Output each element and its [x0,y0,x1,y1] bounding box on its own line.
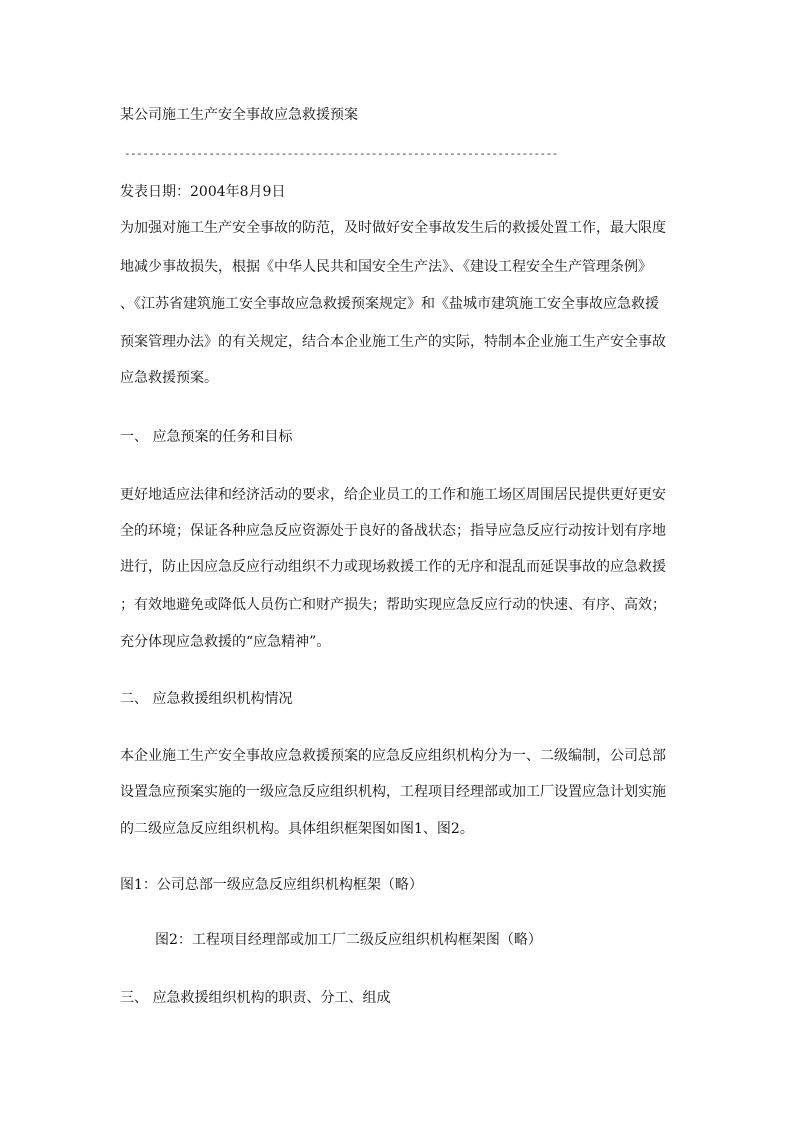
section3-heading: 三、 应急救援组织机构的职责、分工、组成 [120,990,391,1006]
section1-line: 充分体现应急救援的“应急精神”。 [120,634,331,650]
figure2-caption: 图2：工程项目经理部或加工厂二级反应组织机构框架图（略） [155,932,542,948]
intro-line: 、《江苏省建筑施工安全事故应急救援预案规定》和《盐城市建筑施工安全事故应急救援 [120,296,659,312]
section2-heading: 二、 应急救援组织机构情况 [120,691,293,707]
intro-line: 地减少事故损失，根据《中华人民共和国安全生产法》、《建设工程安全生产管理条例》 [120,259,652,275]
section2-line: 设置急应预案实施的一级应急反应组织机构，工程项目经理部或加工厂设置应急计划实施 [120,784,666,800]
section1-line: 全的环境；保证各种应急反应资源处于良好的备战状态；指导应急反应行动按计划有序地 [120,523,666,539]
section2-line: 本企业施工生产安全事故应急救援预案的应急反应组织机构分为一、二级编制，公司总部 [120,748,666,764]
section1-line: ；有效地避免或降低人员伤亡和财产损失；帮助实现应急反应行动的快速、有序、高效； [120,597,666,613]
section2-line: 的二级应急反应组织机构。具体组织框架图如图1、图2。 [120,821,474,837]
section1-heading: 一、 应急预案的任务和目标 [120,429,293,445]
intro-line: 预案管理办法》的有关规定，结合本企业施工生产的实际，特制本企业施工生产安全事故 [120,334,666,350]
figure1-caption: 图1：公司总部一级应急反应组织机构框架（略） [120,877,423,893]
intro-line: 为加强对施工生产安全事故的防范，及时做好安全事故发生后的救援处置工作，最大限度 [120,220,666,236]
separator-line: ------------------------------------------------------------------------ [124,147,558,160]
intro-line: 应急救援预案。 [120,370,218,386]
document-title: 某公司施工生产安全事故应急救援预案 [120,107,358,123]
publish-date: 发表日期：2004年8月9日 [120,184,286,200]
section1-line: 更好地适应法律和经济活动的要求，给企业员工的工作和施工场区周围居民提供更好更安 [120,487,666,503]
section1-line: 进行，防止因应急反应行动组织不力或现场救援工作的无序和混乱而延误事故的应急救援 [120,559,666,575]
